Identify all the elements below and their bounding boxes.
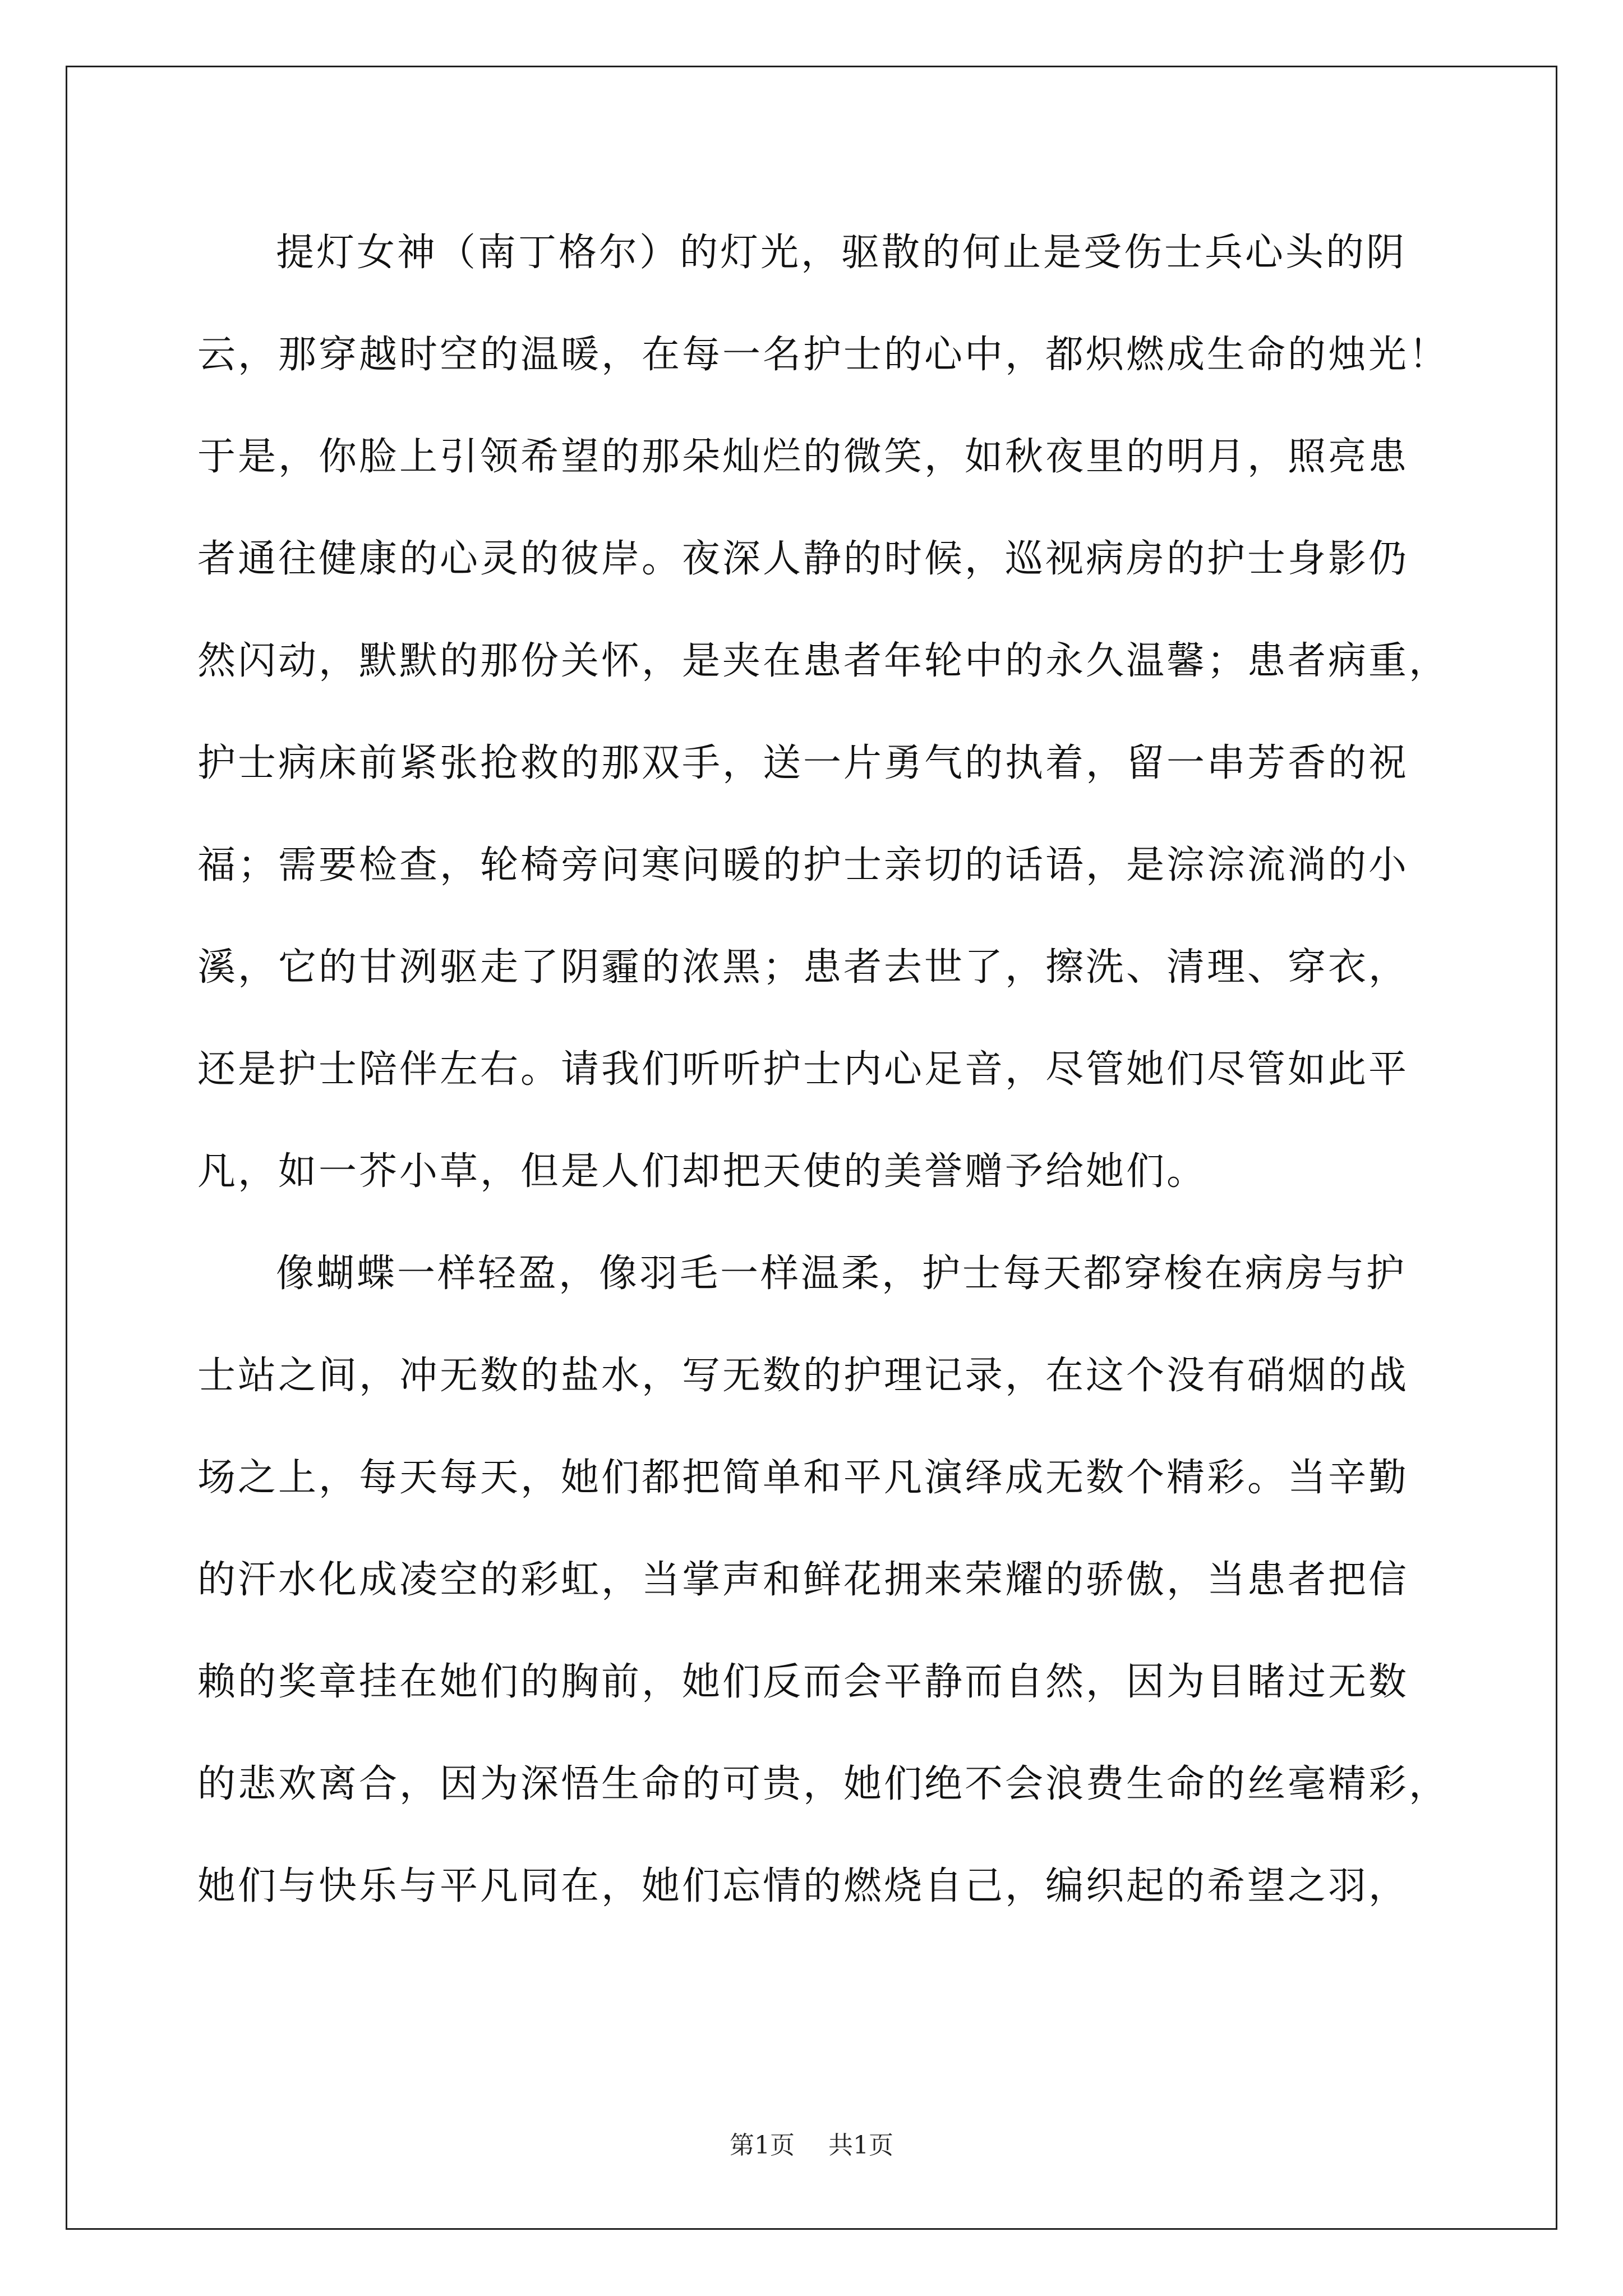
- text-line: 福；需要检查，轮椅旁问寒问暖的护士亲切的话语，是淙淙流淌的小: [197, 843, 1409, 887]
- text-line: 赖的奖章挂在她们的胸前，她们反而会平静而自然，因为目睹过无数: [197, 1660, 1409, 1704]
- text-line: 凡，如一芥小草，但是人们却把天使的美誉赠予给她们。: [197, 1149, 1207, 1194]
- text-line: 场之上，每天每天，她们都把简单和平凡演绎成无数个精彩。当辛勤: [197, 1456, 1409, 1500]
- page-total: 共1页: [828, 2131, 893, 2160]
- text-line: 还是护士陪伴左右。请我们听听护士内心足音，尽管她们尽管如此平: [197, 1047, 1409, 1092]
- text-line: 的悲欢离合，因为深悟生命的可贵，她们绝不会浪费生命的丝毫精彩，: [197, 1762, 1450, 1806]
- text-line: 然闪动，默默的那份关怀，是夹在患者年轮中的永久温馨；患者病重，: [197, 639, 1450, 683]
- text-line: 士站之间，冲无数的盐水，写无数的护理记录，在这个没有硝烟的战: [197, 1354, 1409, 1398]
- text-line: 护士病床前紧张抢救的那双手，送一片勇气的执着，留一串芳香的祝: [197, 741, 1409, 785]
- page-footer: [0, 2129, 1623, 2162]
- text-line: 像蝴蝶一样轻盈，像羽毛一样温柔，护士每天都穿梭在病房与护: [276, 1251, 1407, 1296]
- text-line: 于是，你脸上引领希望的那朵灿烂的微笑，如秋夜里的明月，照亮患: [197, 435, 1409, 479]
- document-body: [197, 202, 1450, 1938]
- text-line: 云，那穿越时空的温暖，在每一名护士的心中，都炽燃成生命的烛光！: [197, 333, 1450, 377]
- page-number: 第1页: [730, 2131, 795, 2160]
- text-line: 溪，它的甘洌驱走了阴霾的浓黑；患者去世了，擦洗、清理、穿衣，: [197, 945, 1409, 990]
- text-line: 提灯女神（南丁格尔）的灯光，驱散的何止是受伤士兵心头的阴: [276, 231, 1407, 275]
- text-line: 者通往健康的心灵的彼岸。夜深人静的时候，巡视病房的护士身影仍: [197, 537, 1409, 581]
- text-line: 她们与快乐与平凡同在，她们忘情的燃烧自己，编织起的希望之羽，: [197, 1864, 1409, 1908]
- text-line: 的汗水化成凌空的彩虹，当掌声和鲜花拥来荣耀的骄傲，当患者把信: [197, 1558, 1409, 1602]
